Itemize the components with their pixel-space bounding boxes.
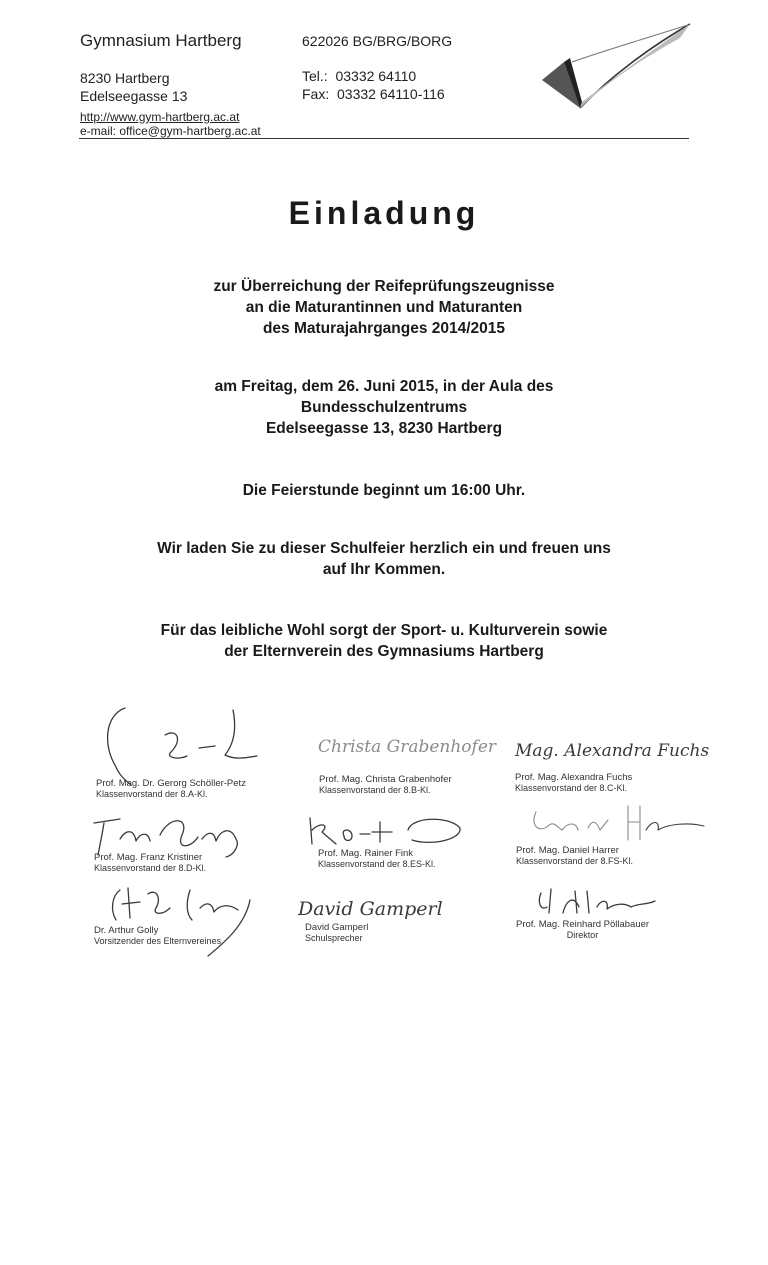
start-time: Die Feierstunde beginnt um 16:00 Uhr.	[242, 482, 526, 499]
handwriting-gamperl: David Gamperl	[298, 898, 443, 920]
school-name: Gymnasium Hartberg	[80, 31, 242, 50]
signatory-name: David Gamperl	[305, 922, 369, 933]
signatory-role: Klassenvorstand der 8.B-Kl.	[319, 785, 431, 795]
signatory-role: Direktor	[566, 930, 599, 940]
signature-grabenhofer	[318, 728, 498, 768]
signatory-name: Prof. Mag. Franz Kristiner	[94, 852, 203, 863]
venue-text	[0, 376, 768, 439]
occasion-line-3: des Maturajahrganges 2014/2015	[262, 320, 506, 337]
signatory-8	[305, 922, 368, 944]
contact-phone	[302, 67, 445, 103]
website-link[interactable]: http://www.gym-hartberg.ac.at	[80, 110, 240, 124]
signatory-7	[94, 925, 221, 947]
signatory-role: Klassenvorstand der 8.ES-Kl.	[318, 859, 436, 869]
signature-golly	[100, 880, 260, 960]
signatory-6	[516, 845, 633, 867]
school-logo-icon	[540, 22, 692, 114]
school-code: 622026 BG/BRG/BORG	[302, 33, 453, 49]
signatory-1	[96, 778, 246, 800]
email-address: e-mail: office@gym-hartberg.ac.at	[80, 124, 261, 138]
signatory-3	[515, 772, 632, 794]
handwriting-fuchs: Mag. Alexandra Fuchs	[515, 741, 710, 761]
signatory-role: Schulsprecher	[305, 933, 363, 943]
occasion-line-2: an die Maturantinnen und Maturanten	[245, 299, 523, 316]
handwriting-grabenhofer: Christa Grabenhofer	[318, 737, 497, 757]
signature-fuchs	[515, 728, 710, 772]
signatory-role: Klassenvorstand der 8.D-Kl.	[94, 863, 207, 873]
signature-harrer	[528, 800, 708, 850]
venue-line-1: am Freitag, dem 26. Juni 2015, in der Aula des	[214, 378, 554, 395]
address-line-city: 8230 Hartberg	[80, 70, 170, 86]
signatory-name: Prof. Mag. Alexandra Fuchs	[515, 772, 633, 783]
signatory-role: Klassenvorstand der 8.C-Kl.	[515, 783, 628, 793]
signatory-5	[318, 848, 436, 870]
signatory-name: Prof. Mag. Daniel Harrer	[516, 845, 619, 856]
signatory-2	[319, 774, 452, 796]
signatory-role: Klassenvorstand der 8.FS-Kl.	[516, 856, 634, 866]
occasion-text	[0, 276, 768, 339]
occasion-line-1: zur Überreichung der Reifeprüfungszeugnisse	[213, 278, 555, 295]
signatory-role: Klassenvorstand der 8.A-Kl.	[96, 789, 208, 799]
signatory-role: Vorsitzender des Elternvereines	[94, 936, 222, 946]
catering-text	[0, 620, 768, 662]
invitation-text	[0, 538, 768, 580]
venue-line-2: Bundesschulzentrums	[300, 399, 468, 416]
contact-web	[80, 110, 261, 138]
fax: Fax: 03332 64110-116	[302, 86, 445, 102]
document-title: Einladung	[288, 195, 480, 231]
invitation-line-1: Wir laden Sie zu dieser Schulfeier herzlich ein und freuen uns	[157, 540, 611, 557]
signatory-4	[94, 852, 206, 874]
venue-line-3: Edelseegasse 13, 8230 Hartberg	[265, 420, 503, 437]
school-address	[80, 69, 187, 105]
signatory-name: Prof. Mag. Rainer Fink	[318, 848, 414, 859]
catering-line-1: Für das leibliche Wohl sorgt der Sport- u. Kulturverein sowie	[160, 622, 608, 639]
signatory-name: Dr. Arthur Golly	[94, 925, 159, 936]
signature-fink	[300, 810, 470, 850]
signatory-name: Prof. Mag. Reinhard Pöllabauer	[516, 919, 650, 930]
signatory-9	[516, 919, 649, 941]
catering-line-2: der Elternverein des Gymnasiums Hartberg	[224, 643, 544, 660]
signature-pollabauer	[535, 885, 665, 919]
signatory-name: Prof. Mag. Christa Grabenhofer	[319, 774, 452, 785]
address-line-street: Edelseegasse 13	[80, 88, 188, 104]
invitation-line-2: auf Ihr Kommen.	[322, 561, 446, 578]
telephone: Tel.: 03332 64110	[302, 68, 417, 84]
header-divider	[79, 138, 689, 139]
signatory-name: Prof. Mag. Dr. Gerorg Schöller-Petz	[96, 778, 246, 789]
